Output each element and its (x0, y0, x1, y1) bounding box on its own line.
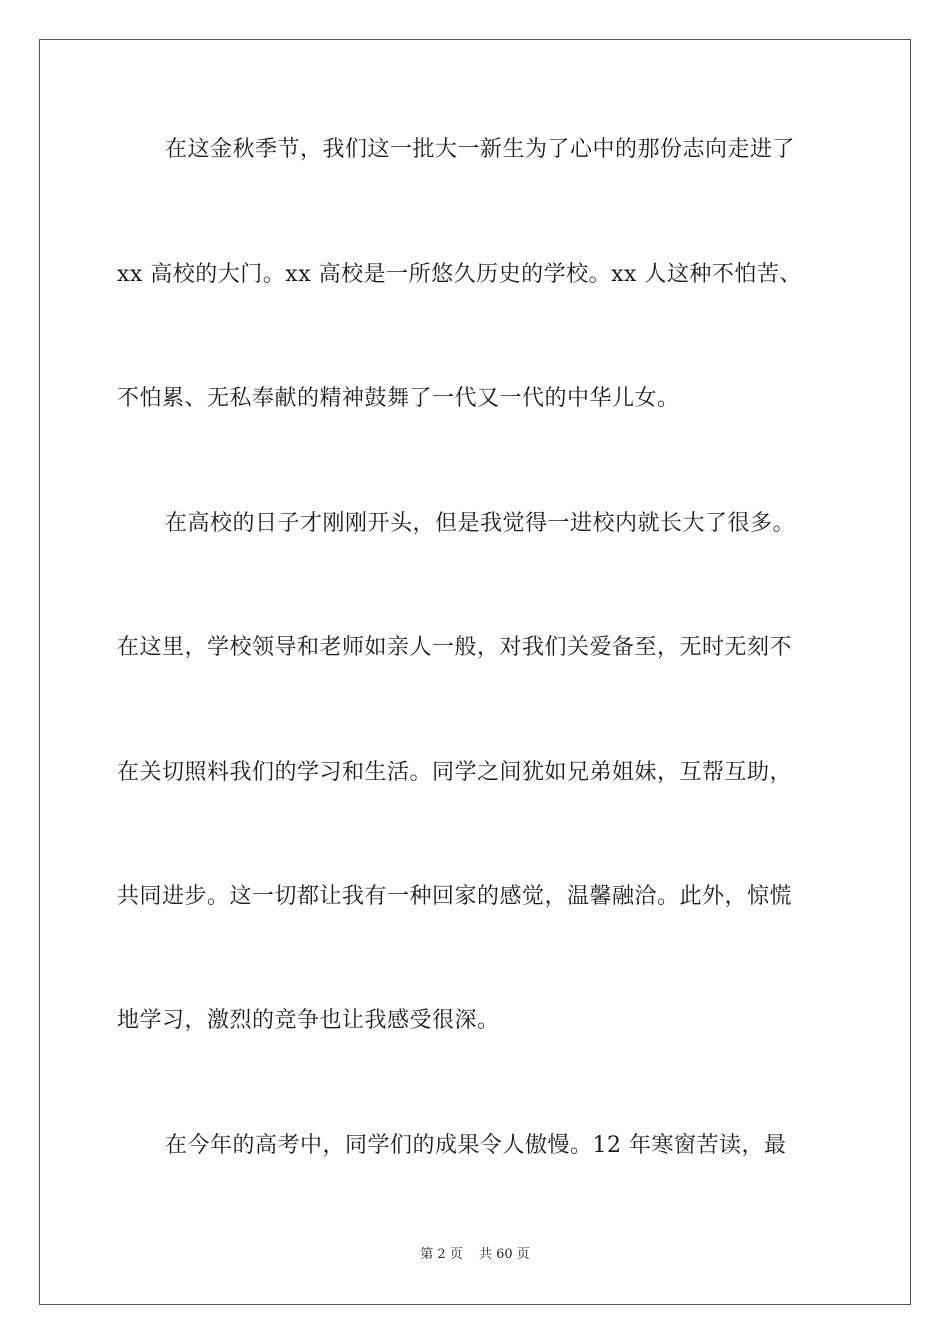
paragraph-1-line-2: xx 高校的大门。xx 高校是一所悠久历史的学校。xx 人这种不怕苦、 (117, 262, 802, 287)
paragraph-2-line-3: 在关切照料我们的学习和生活。同学之间犹如兄弟姐妹，互帮互助， (117, 760, 793, 785)
paragraph-2-line-4: 共同进步。这一切都让我有一种回家的感觉，温馨融洽。此外，惊慌 (117, 884, 793, 909)
paragraph-2-line-2: 在这里，学校领导和老师如亲人一般，对我们关爱备至，无时无刻不 (117, 635, 793, 660)
paragraph-2-line-5: 地学习，激烈的竞争也让我感受很深。 (117, 1008, 500, 1033)
page-frame (39, 39, 911, 1305)
page-total: 共 60 页 (478, 1247, 530, 1262)
paragraph-3-line-1: 在今年的高考中，同学们的成果令人傲慢。12 年寒窗苦读，最 (165, 1133, 787, 1158)
page-footer (0, 1246, 950, 1264)
paragraph-1-line-3: 不怕累、无私奉献的精神鼓舞了一代又一代的中华儿女。 (117, 386, 680, 411)
page-number: 第 2 页 (420, 1247, 463, 1262)
paragraph-1-line-1: 在这金秋季节，我们这一批大一新生为了心中的那份志向走进了 (165, 137, 796, 162)
paragraph-2-line-1: 在高校的日子才刚刚开头，但是我觉得一进校内就长大了很多。 (165, 511, 796, 536)
